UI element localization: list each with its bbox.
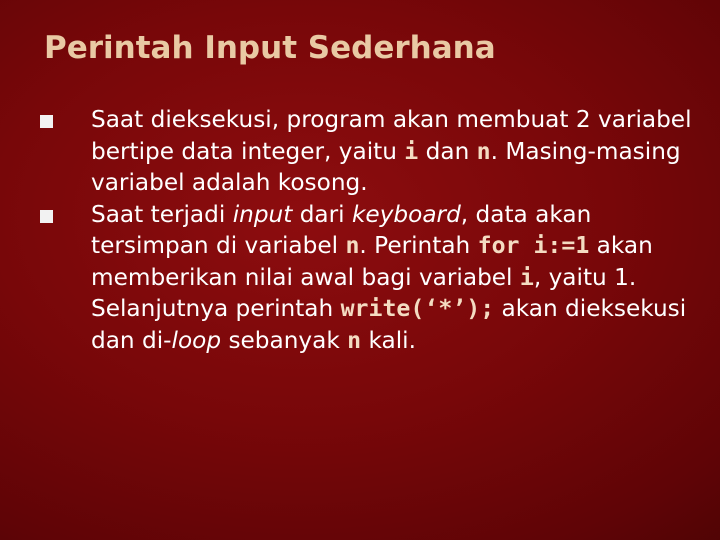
code-statement-write: write(‘*’); xyxy=(340,295,495,322)
bullet-text: . Perintah xyxy=(359,232,478,259)
emphasis-text: keyboard xyxy=(352,200,461,228)
code-variable-n: n xyxy=(345,232,360,259)
code-variable-i: i xyxy=(404,137,419,165)
bullet-text: . Masing-masing variabel adalah kosong. xyxy=(91,137,681,196)
bullet-text: sebanyak xyxy=(221,326,348,354)
bullet-text: kali. xyxy=(361,326,416,354)
bullet-text: dari xyxy=(292,200,352,228)
square-bullet-icon xyxy=(40,115,53,128)
code-variable-n: n xyxy=(476,137,491,165)
bullet-text: Saat terjadi xyxy=(91,200,233,228)
emphasis-text: input xyxy=(232,200,293,228)
bullet-text: , yaitu 1. Selanjutnya perintah xyxy=(91,263,637,322)
square-bullet-icon xyxy=(40,210,53,223)
bullet-text: akan dieksekusi dan di- xyxy=(91,295,687,354)
bullet-text: Saat dieksekusi, program akan membuat 2 variabel bertipe data integer, yaitu xyxy=(91,106,692,165)
bullet-list xyxy=(40,104,700,356)
bullet-item-2 xyxy=(40,199,700,357)
bullet-text: , data akan tersimpan di variabel xyxy=(91,200,592,259)
emphasis-text: loop xyxy=(171,326,222,354)
code-statement-for: for i:=1 xyxy=(477,232,590,259)
bullet-text: dan xyxy=(418,137,477,165)
bullet-item-1 xyxy=(40,104,700,199)
code-variable-n: n xyxy=(347,326,362,354)
code-variable-i: i xyxy=(519,263,534,291)
slide-title: Perintah Input Sederhana xyxy=(44,30,496,66)
bullet-text: akan memberikan nilai awal bagi variabel xyxy=(91,232,653,291)
